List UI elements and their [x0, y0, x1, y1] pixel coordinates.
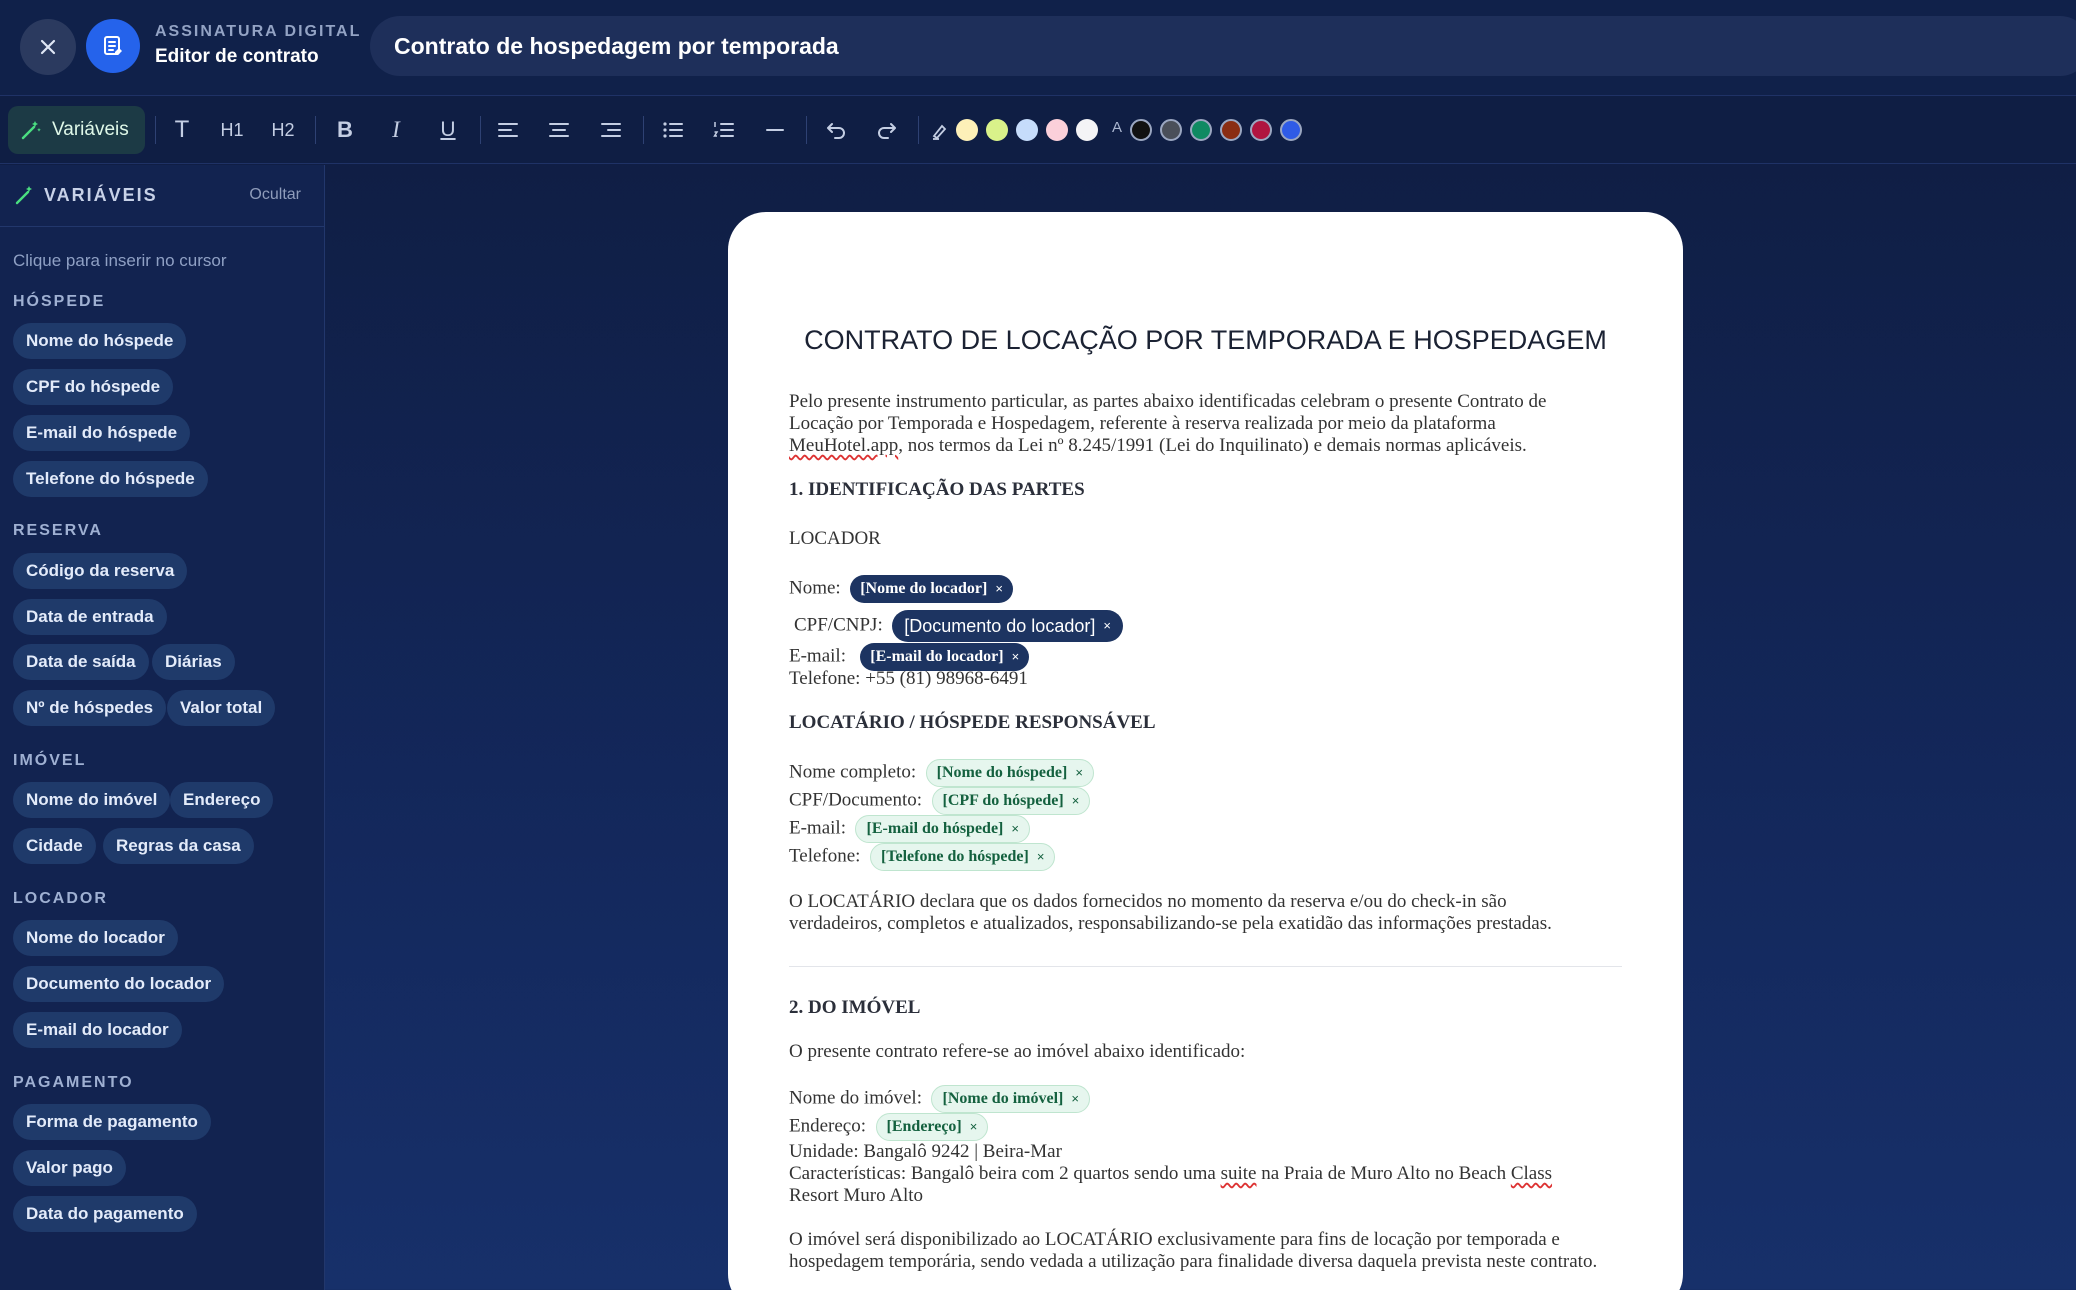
highlighter-icon	[930, 120, 950, 140]
availability-line: hospedagem temporária, sendo vedada a utilização para finalidade diversa daquela prevista neste contrato.	[789, 1251, 1598, 1272]
heading1-icon: H1	[220, 119, 244, 140]
remove-icon[interactable]: ×	[995, 581, 1003, 596]
font-color-label: A	[1112, 119, 1123, 136]
sidebar-header	[0, 165, 325, 227]
field-label: Nome do imóvel:	[789, 1087, 922, 1109]
remove-icon[interactable]: ×	[1036, 849, 1045, 864]
locador-name-line	[789, 575, 1629, 603]
imovel-name-line	[789, 1085, 1629, 1113]
highlight-color-pink[interactable]	[1046, 119, 1068, 141]
section-hospede: HÓSPEDE	[13, 293, 106, 310]
remove-icon[interactable]: ×	[1011, 649, 1020, 664]
remove-icon[interactable]: ×	[1071, 793, 1080, 808]
field-label: E-mail:	[789, 645, 846, 667]
unit-line: Unidade: Bangalô 9242 | Beira-Mar	[789, 1141, 1062, 1162]
features-line	[789, 1163, 1629, 1185]
intro-line	[789, 435, 1629, 457]
variables-toggle-button[interactable]	[8, 106, 145, 154]
toolbar-divider	[643, 116, 644, 144]
variable-tag-text: [Telefone do hóspede]	[880, 848, 1029, 865]
field-label: CPF/Documento:	[789, 789, 923, 811]
magic-wand-icon	[20, 119, 42, 141]
section-heading: 1. IDENTIFICAÇÃO DAS PARTES	[789, 479, 1085, 500]
variable-tag-text: [CPF do hóspede]	[942, 792, 1064, 809]
variable-tag-text: [Endereço]	[886, 1118, 962, 1135]
close-icon	[39, 38, 57, 56]
undo-icon	[825, 120, 847, 140]
section-heading: LOCATÁRIO / HÓSPEDE RESPONSÁVEL	[789, 712, 1156, 733]
horizontal-rule-icon	[764, 121, 786, 139]
undo-button[interactable]	[816, 110, 856, 150]
app-header	[0, 0, 2076, 96]
variable-chip[interactable]: E-mail do hóspede	[13, 415, 190, 451]
underline-icon: U	[440, 118, 456, 141]
highlight-color-white[interactable]	[1076, 119, 1098, 141]
variable-tag[interactable]	[892, 610, 1123, 642]
hospede-doc-line	[789, 787, 1629, 815]
remove-icon[interactable]: ×	[969, 1119, 978, 1134]
variable-chip[interactable]: Documento do locador	[13, 966, 224, 1002]
section-pagamento: PAGAMENTO	[13, 1074, 134, 1091]
text-icon: T	[174, 116, 190, 143]
locador-label: LOCADOR	[789, 528, 881, 549]
formatting-toolbar	[0, 96, 2076, 164]
sidebar-title: VARIÁVEIS	[44, 185, 158, 205]
text-color-brown[interactable]	[1220, 119, 1242, 141]
numbered-list-icon	[713, 121, 735, 139]
field-label: Nome completo:	[789, 761, 917, 783]
misspelled-word: suite	[1220, 1163, 1257, 1184]
section-divider	[789, 966, 1622, 967]
bold-button[interactable]	[325, 110, 365, 150]
align-center-button[interactable]	[539, 110, 579, 150]
variable-tag[interactable]	[855, 815, 1030, 843]
imovel-address-line	[789, 1113, 1629, 1141]
header-subtitle: Editor de contrato	[155, 46, 319, 67]
variables-sidebar	[0, 165, 325, 1290]
locador-phone-line: Telefone: +55 (81) 98968-6491	[789, 668, 1028, 689]
toolbar-divider	[918, 116, 919, 144]
highlight-color-lime[interactable]	[986, 119, 1008, 141]
variable-chip[interactable]: CPF do hóspede	[13, 369, 173, 405]
variable-tag-text: [Nome do hóspede]	[936, 764, 1068, 781]
italic-icon: I	[392, 117, 400, 142]
heading2-icon: H2	[271, 119, 295, 140]
underline-button[interactable]	[428, 110, 468, 150]
variable-chip[interactable]: Nº de hóspedes	[13, 690, 166, 726]
variable-chip[interactable]: Endereço	[170, 782, 273, 818]
variable-tag[interactable]	[932, 787, 1091, 815]
contract-document[interactable]	[728, 212, 1683, 1290]
variable-chip[interactable]: Data do pagamento	[13, 1196, 197, 1232]
locador-email-line	[789, 643, 1629, 671]
variable-chip[interactable]: Diárias	[152, 644, 235, 680]
bullet-list-button[interactable]	[653, 110, 693, 150]
availability-paragraph	[789, 1229, 1629, 1273]
highlighter-button[interactable]	[920, 110, 960, 150]
hospede-name-line	[789, 759, 1629, 787]
remove-icon[interactable]: ×	[1103, 618, 1111, 633]
header-kicker: ASSINATURA DIGITAL	[155, 23, 362, 40]
variable-tag[interactable]	[926, 759, 1094, 787]
bold-icon: B	[337, 117, 353, 142]
document-title: CONTRATO DE LOCAÇÃO POR TEMPORADA E HOSPEDAGEM	[804, 325, 1607, 355]
close-button[interactable]	[20, 19, 76, 75]
toolbar-divider	[155, 116, 156, 144]
variable-tag[interactable]	[850, 575, 1013, 603]
misspelled-word: Class	[1510, 1163, 1553, 1184]
align-left-button[interactable]	[488, 110, 528, 150]
variable-chip[interactable]: Regras da casa	[103, 828, 254, 864]
section-imovel: IMÓVEL	[13, 752, 87, 769]
text-color-green[interactable]	[1190, 119, 1212, 141]
variable-tag-text: [Nome do locador]	[860, 580, 988, 597]
variable-tag-text: [E-mail do hóspede]	[866, 820, 1004, 837]
toolbar-divider	[315, 116, 316, 144]
intro-line: Pelo presente instrumento particular, as partes abaixo identificadas celebram o presente Contrato de	[789, 391, 1547, 412]
italic-button[interactable]	[376, 110, 416, 150]
field-label: E-mail:	[789, 817, 846, 839]
text-color-blue[interactable]	[1280, 119, 1302, 141]
locador-doc-line	[794, 610, 1634, 642]
redo-icon	[876, 120, 898, 140]
highlight-color-yellow[interactable]	[956, 119, 978, 141]
availability-line: O imóvel será disponibilizado ao LOCATÁRIO exclusivamente para fins de locação por temporada e	[789, 1229, 1560, 1250]
variable-tag[interactable]	[931, 1085, 1089, 1113]
remove-icon[interactable]: ×	[1071, 1091, 1079, 1106]
declaration-line: verdadeiros, completos e atualizados, responsabilizando-se pela exatidão das informações prestadas.	[789, 913, 1552, 934]
heading1-button[interactable]	[212, 110, 252, 150]
section-locador: LOCADOR	[13, 890, 108, 907]
redo-button[interactable]	[867, 110, 907, 150]
variable-tag-text: [Documento do locador]	[904, 616, 1096, 636]
variable-chip[interactable]: Nome do hóspede	[13, 323, 186, 359]
features-paragraph	[789, 1163, 1629, 1207]
platform-link-text: MeuHotel.app	[789, 435, 899, 456]
document-icon	[101, 34, 125, 58]
highlight-color-blue[interactable]	[1016, 119, 1038, 141]
text-style-button[interactable]	[162, 110, 202, 150]
variable-chip[interactable]: Valor total	[167, 690, 275, 726]
document-name-input[interactable]: Contrato de hospedagem por temporada	[370, 16, 2076, 76]
toolbar-divider	[806, 116, 807, 144]
variable-chip[interactable]: E-mail do locador	[13, 1012, 182, 1048]
features-text: na Praia de Muro Alto no Beach	[1256, 1163, 1511, 1184]
features-line: Resort Muro Alto	[789, 1185, 924, 1206]
intro-paragraph	[789, 391, 1629, 457]
sidebar-hint: Clique para inserir no cursor	[13, 251, 227, 270]
variable-tag-text: [E-mail do locador]	[870, 648, 1004, 665]
heading2-button[interactable]	[263, 110, 303, 150]
field-label: Telefone:	[789, 845, 861, 867]
field-label: CPF/CNPJ:	[794, 614, 883, 636]
variable-tag-text: [Nome do imóvel]	[942, 1090, 1064, 1107]
align-right-button[interactable]	[591, 110, 631, 150]
align-right-icon	[600, 121, 622, 139]
variables-toggle-label: Variáveis	[52, 119, 129, 140]
hospede-phone-line	[789, 843, 1629, 871]
variable-tag[interactable]	[870, 843, 1055, 871]
variable-chip[interactable]: Data de saída	[13, 644, 149, 680]
section-heading: 2. DO IMÓVEL	[789, 997, 921, 1018]
variable-chip[interactable]: Telefone do hóspede	[13, 461, 208, 497]
variable-chip[interactable]: Nome do locador	[13, 920, 178, 956]
intro-line: Locação por Temporada e Hospedagem, referente à reserva realizada por meio da plataforma	[789, 413, 1496, 434]
magic-wand-icon	[14, 184, 36, 206]
remove-icon[interactable]: ×	[1011, 821, 1019, 836]
hide-sidebar-button[interactable]: Ocultar	[249, 186, 301, 203]
variable-chip[interactable]: Forma de pagamento	[13, 1104, 211, 1140]
features-text: Características: Bangalô beira com 2 quartos sendo uma	[789, 1163, 1221, 1184]
text-color-black[interactable]	[1130, 119, 1152, 141]
numbered-list-button[interactable]	[704, 110, 744, 150]
align-center-icon	[548, 121, 570, 139]
horizontal-rule-button[interactable]	[755, 110, 795, 150]
field-label: Nome:	[789, 577, 841, 599]
text-color-gray[interactable]	[1160, 119, 1182, 141]
variable-chip[interactable]: Data de entrada	[13, 599, 167, 635]
declaration-line: O LOCATÁRIO declara que os dados fornecidos no momento da reserva e/ou do check-in são	[789, 891, 1507, 912]
variable-chip[interactable]: Cidade	[13, 828, 96, 864]
document-button[interactable]	[86, 19, 140, 73]
imovel-intro: O presente contrato refere-se ao imóvel abaixo identificado:	[789, 1041, 1246, 1062]
variable-chip[interactable]: Código da reserva	[13, 553, 187, 589]
hospede-email-line	[789, 815, 1629, 843]
field-label: Endereço:	[789, 1115, 867, 1137]
remove-icon[interactable]: ×	[1075, 765, 1083, 780]
toolbar-divider	[480, 116, 481, 144]
section-reserva: RESERVA	[13, 522, 103, 539]
variable-tag[interactable]	[860, 643, 1029, 671]
align-left-icon	[497, 121, 519, 139]
text-color-crimson[interactable]	[1250, 119, 1272, 141]
variable-tag[interactable]	[876, 1113, 989, 1141]
variable-chip[interactable]: Valor pago	[13, 1150, 126, 1186]
intro-line-rest: , nos termos da Lei nº 8.245/1991 (Lei do Inquilinato) e demais normas aplicáveis.	[898, 435, 1527, 456]
variable-chip[interactable]: Nome do imóvel	[13, 782, 170, 818]
bullet-list-icon	[662, 121, 684, 139]
declaration-paragraph	[789, 891, 1629, 935]
